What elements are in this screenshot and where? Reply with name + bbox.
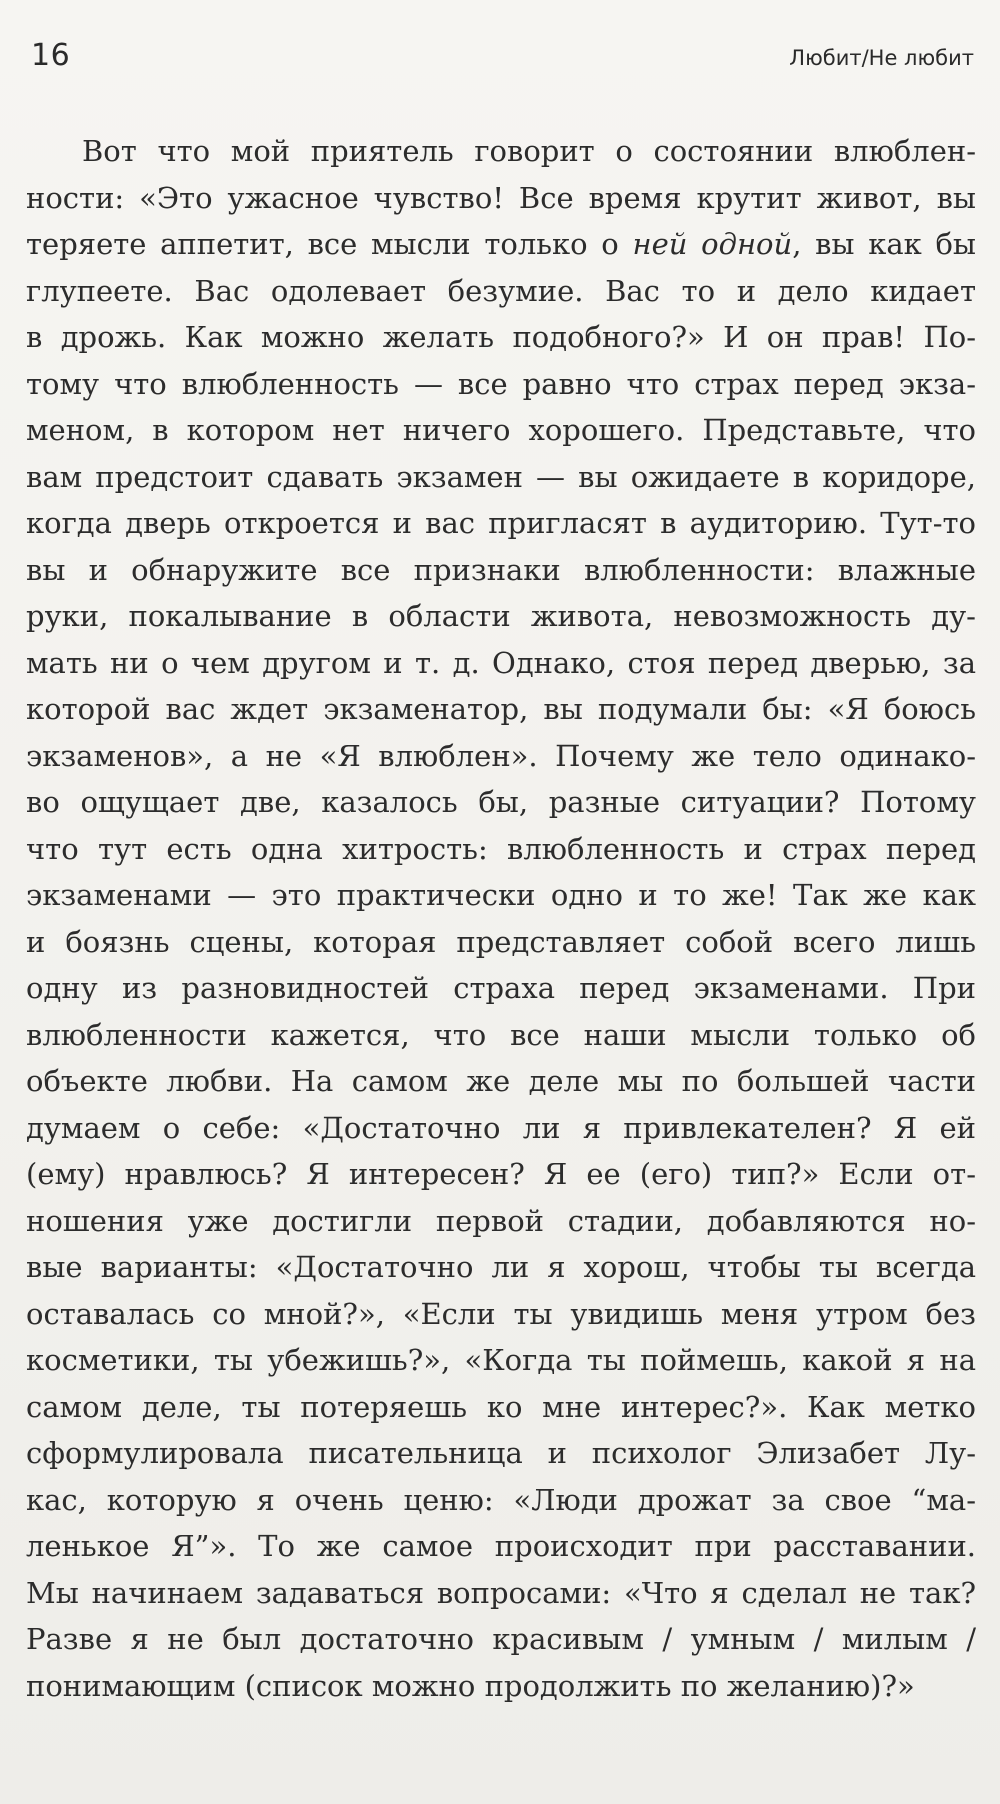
text-line: которой вас ждет экзаменатор, вы подумали бы: «Я боюсь xyxy=(26,692,976,726)
page-number: 16 xyxy=(31,38,71,73)
text-line: сформулировала писательница и психолог Элизабет Лу- xyxy=(26,1436,976,1470)
text-line: Мы начинаем задаваться вопросами: «Что я сделал не так? xyxy=(26,1575,976,1610)
text-line: (ему) нравлюсь? Я интересен? Я ее (его) тип?» Если от- xyxy=(26,1157,976,1191)
text-line: влюбленности кажется, что все наши мысли только об xyxy=(26,1017,976,1052)
text-line: кас, которую я очень ценю: «Люди дрожат за свое “ма- xyxy=(26,1482,976,1517)
text-line: ношения уже достигли первой стадии, добавляются но- xyxy=(26,1203,976,1238)
text-line: понимающим (список можно продолжить по желанию)?» xyxy=(26,1668,915,1703)
text-line: в дрожь. Как можно желать подобного?» И он прав! По- xyxy=(26,320,976,354)
text-segment: теряете аппетит, все мысли только о xyxy=(26,227,633,261)
text-line: во ощущает две, казалось бы, разные ситуации? Потому xyxy=(26,785,976,819)
text-line: Разве я не был достаточно красивым / умным / милым / xyxy=(26,1622,976,1656)
text-line: думаем о себе: «Достаточно ли я привлекателен? Я ей xyxy=(26,1110,976,1145)
text-line: Вот что мой приятель говорит о состоянии влюблен- xyxy=(82,134,976,168)
text-segment: , вы как бы xyxy=(792,227,976,261)
text-line: оставалась со мной?», «Если ты увидишь меня утром без xyxy=(26,1296,976,1331)
text-line: экзаменами — это практически одно и то же! Так же как xyxy=(26,878,976,912)
text-line xyxy=(26,221,976,268)
text-line: ленькое Я”». То же самое происходит при расставании. xyxy=(26,1529,976,1563)
text-line: тому что влюбленность — все равно что страх перед экза- xyxy=(26,366,976,401)
text-line: вы и обнаружите все признаки влюбленности: влажные xyxy=(26,552,976,587)
text-line: мать ни о чем другом и т. д. Однако, стоя перед дверью, за xyxy=(26,645,976,680)
text-line: и боязнь сцены, которая представляет собой всего лишь xyxy=(26,924,976,959)
text-line: вам предстоит сдавать экзамен — вы ожидаете в коридоре, xyxy=(26,459,976,494)
text-line: объекте любви. На самом же деле мы по большей части xyxy=(26,1064,976,1098)
text-line: косметики, ты убежишь?», «Когда ты поймешь, какой я на xyxy=(26,1343,976,1377)
text-line: экзаменов», а не «Я влюблен». Почему же тело одинако- xyxy=(26,738,976,773)
text-line: самом деле, ты потеряешь ко мне интерес?». Как метко xyxy=(26,1389,976,1424)
body-paragraph xyxy=(26,128,976,1709)
text-line: что тут есть одна хитрость: влюбленность и страх перед xyxy=(26,831,976,866)
text-line: меном, в котором нет ничего хорошего. Представьте, что xyxy=(26,413,976,447)
text-line: ности: «Это ужасное чувство! Все время крутит живот, вы xyxy=(26,180,976,215)
text-line: когда дверь откроется и вас пригласят в аудиторию. Тут-то xyxy=(26,506,976,540)
text-line: руки, покалывание в области живота, невозможность ду- xyxy=(26,599,976,633)
text-line: вые варианты: «Достаточно ли я хорош, чтобы ты всегда xyxy=(26,1250,976,1284)
text-line: одну из разновидностей страха перед экзаменами. При xyxy=(26,971,976,1005)
running-title: Любит/Не любит xyxy=(789,46,974,70)
text-line: глупеете. Вас одолевает безумие. Вас то и дело кидает xyxy=(26,273,976,308)
emphasis-text: ней одной xyxy=(632,227,793,261)
